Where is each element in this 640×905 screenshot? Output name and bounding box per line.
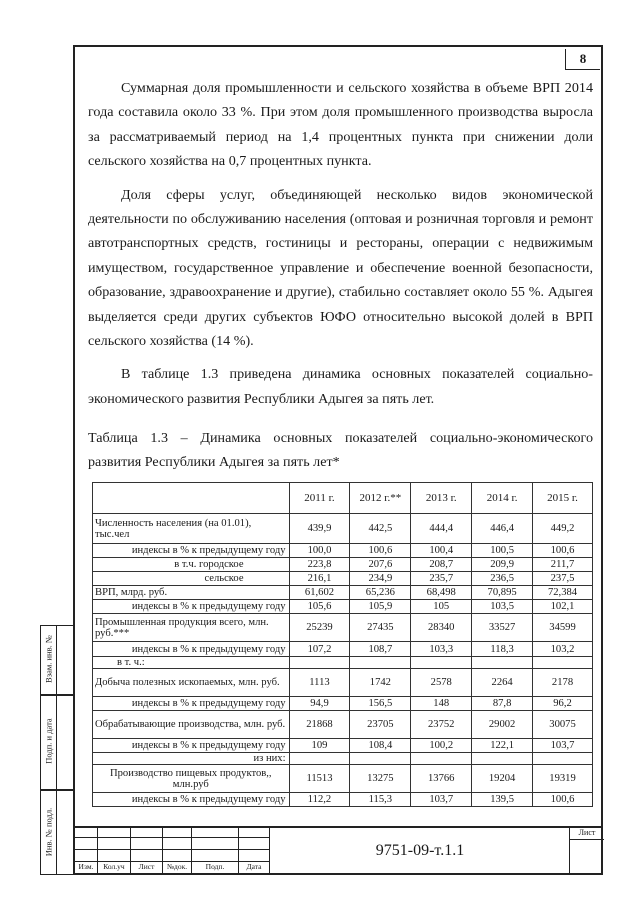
row-label: индексы в % к предыдущему году — [93, 642, 290, 657]
table-row — [93, 558, 593, 572]
title-block — [73, 826, 603, 875]
row-label: индексы в % к предыдущему году — [93, 544, 290, 558]
side-stamp-replace — [40, 625, 73, 695]
col-podp: Подп. — [205, 862, 225, 871]
value-cell: 19319 — [533, 765, 593, 793]
row-label: Производство пищевых продуктов,, млн.руб — [93, 765, 290, 793]
header-year-cell: 2014 г. — [472, 483, 533, 514]
value-cell: 68,498 — [411, 586, 472, 600]
value-cell: 109 — [289, 739, 350, 753]
value-cell: 105,6 — [289, 600, 350, 614]
value-cell: 103,2 — [533, 642, 593, 657]
paragraph-1: Суммарная доля промышленности и сельского хозяйства в объеме ВРП 2014 года составила около 33 %. При этом доля промышленного производства выросла за рассматриваемый период на 1,4 процентных пункта при снижении доли сельского хозяйства на 0,7 процентных пункта. — [88, 80, 593, 170]
side-label-inv: Инв. № подл. — [43, 807, 54, 857]
value-cell — [289, 657, 350, 669]
value-cell: 223,8 — [289, 558, 350, 572]
value-cell: 439,9 — [289, 514, 350, 544]
side-stamp-inv — [40, 790, 73, 875]
table-caption: Таблица 1.3 – Динамика основных показателей социально-экономического развития Республики Адыгея за пять лет* — [88, 430, 593, 471]
row-label: сельское — [93, 572, 290, 586]
value-cell: 13275 — [350, 765, 411, 793]
table-row — [93, 586, 593, 600]
row-label: Обрабатывающие производства, млн. руб. — [93, 711, 290, 739]
value-cell: 27435 — [350, 614, 411, 642]
table-row — [93, 600, 593, 614]
sheet-box — [569, 826, 604, 875]
value-cell: 28340 — [411, 614, 472, 642]
value-cell — [289, 753, 350, 765]
value-cell: 209,9 — [472, 558, 533, 572]
value-cell: 29002 — [472, 711, 533, 739]
value-cell: 235,7 — [411, 572, 472, 586]
value-cell: 2178 — [533, 669, 593, 697]
header-year-cell: 2013 г. — [411, 483, 472, 514]
header-year-cell: 2012 г.** — [350, 483, 411, 514]
value-cell: 72,384 — [533, 586, 593, 600]
header-empty-cell — [93, 483, 290, 514]
value-cell: 33527 — [472, 614, 533, 642]
value-cell: 115,3 — [350, 793, 411, 807]
row-label: ВРП, млрд. руб. — [93, 586, 290, 600]
value-cell — [411, 657, 472, 669]
table-row — [93, 572, 593, 586]
value-cell: 25239 — [289, 614, 350, 642]
value-cell: 21868 — [289, 711, 350, 739]
value-cell — [411, 753, 472, 765]
indicators-table — [92, 482, 593, 807]
value-cell: 103,5 — [472, 600, 533, 614]
table-row — [93, 793, 593, 807]
side-label-sign: Подп. и дата — [43, 718, 54, 764]
value-cell: 446,4 — [472, 514, 533, 544]
document-number: 9751-09-т.1.1 — [269, 826, 570, 875]
page-number: 8 — [565, 49, 600, 70]
value-cell: 207,6 — [350, 558, 411, 572]
col-data: Дата — [246, 862, 262, 871]
revision-grid — [73, 826, 269, 875]
col-izm: Изм. — [78, 862, 94, 871]
value-cell: 234,9 — [350, 572, 411, 586]
row-label: в т.ч. городское — [93, 558, 290, 572]
col-ndok: №док. — [166, 862, 188, 871]
value-cell: 444,4 — [411, 514, 472, 544]
table-row — [93, 711, 593, 739]
col-koluch: Кол.уч — [103, 862, 125, 871]
value-cell: 211,7 — [533, 558, 593, 572]
value-cell: 139,5 — [472, 793, 533, 807]
value-cell: 87,8 — [472, 697, 533, 711]
value-cell: 122,1 — [472, 739, 533, 753]
value-cell: 105 — [411, 600, 472, 614]
table-row — [93, 739, 593, 753]
value-cell: 208,7 — [411, 558, 472, 572]
value-cell: 112,2 — [289, 793, 350, 807]
value-cell: 100,6 — [350, 544, 411, 558]
table-row — [93, 514, 593, 544]
value-cell: 148 — [411, 697, 472, 711]
paragraph-2: Доля сферы услуг, объединяющей несколько видов экономической деятельности по обслуживанию населения (оптовая и розничная торговля и ремонт автотранспортных средств, гостиницы и рестораны, операции с недвижимым имуществом, государственное управление и обеспечение военной безопасности, образование, здравоохранение и другие), стабильно составляет около 55 %. Адыгея выделяется среди других субъектов ЮФО относительно высокой долей в ВРП сельского хозяйства (14 %). — [88, 186, 593, 350]
side-stamp-sign — [40, 695, 73, 790]
header-year-cell: 2011 г. — [289, 483, 350, 514]
value-cell: 34599 — [533, 614, 593, 642]
value-cell: 70,895 — [472, 586, 533, 600]
value-cell: 118,3 — [472, 642, 533, 657]
value-cell: 105,9 — [350, 600, 411, 614]
table-row — [93, 614, 593, 642]
value-cell: 100,6 — [533, 544, 593, 558]
value-cell: 108,7 — [350, 642, 411, 657]
value-cell: 216,1 — [289, 572, 350, 586]
value-cell: 102,1 — [533, 600, 593, 614]
value-cell: 236,5 — [472, 572, 533, 586]
row-label: индексы в % к предыдущему году — [93, 793, 290, 807]
header-year-cell: 2015 г. — [533, 483, 593, 514]
value-cell: 237,5 — [533, 572, 593, 586]
value-cell: 156,5 — [350, 697, 411, 711]
paragraph-3: В таблице 1.3 приведена динамика основных показателей социально-экономического развития Республики Адыгея за пять лет. — [88, 366, 593, 407]
value-cell: 103,7 — [411, 793, 472, 807]
row-label: индексы в % к предыдущему году — [93, 739, 290, 753]
value-cell: 1742 — [350, 669, 411, 697]
col-list: Лист — [138, 862, 155, 871]
row-label: Промышленная продукция всего, млн. руб.*** — [93, 614, 290, 642]
value-cell — [533, 657, 593, 669]
table-header-row — [93, 483, 593, 514]
value-cell: 23705 — [350, 711, 411, 739]
row-label: в т. ч.: — [93, 657, 290, 669]
row-label: индексы в % к предыдущему году — [93, 600, 290, 614]
table-row — [93, 753, 593, 765]
value-cell — [472, 753, 533, 765]
body-text — [88, 76, 593, 411]
value-cell: 30075 — [533, 711, 593, 739]
row-label: Добыча полезных ископаемых, млн. руб. — [93, 669, 290, 697]
table-row — [93, 642, 593, 657]
value-cell — [472, 657, 533, 669]
value-cell: 96,2 — [533, 697, 593, 711]
value-cell: 1113 — [289, 669, 350, 697]
value-cell: 100,4 — [411, 544, 472, 558]
value-cell: 103,3 — [411, 642, 472, 657]
value-cell: 103,7 — [533, 739, 593, 753]
value-cell — [350, 657, 411, 669]
value-cell: 100,5 — [472, 544, 533, 558]
value-cell: 449,2 — [533, 514, 593, 544]
value-cell: 13766 — [411, 765, 472, 793]
value-cell: 65,236 — [350, 586, 411, 600]
value-cell: 100,6 — [533, 793, 593, 807]
value-cell: 2264 — [472, 669, 533, 697]
sheet-label: Лист — [578, 828, 596, 837]
value-cell: 107,2 — [289, 642, 350, 657]
table-row — [93, 657, 593, 669]
value-cell: 108,4 — [350, 739, 411, 753]
row-label: индексы в % к предыдущему году — [93, 697, 290, 711]
table-row — [93, 765, 593, 793]
value-cell: 2578 — [411, 669, 472, 697]
value-cell: 100,2 — [411, 739, 472, 753]
table-row — [93, 669, 593, 697]
value-cell — [350, 753, 411, 765]
value-cell: 442,5 — [350, 514, 411, 544]
table-row — [93, 697, 593, 711]
value-cell: 19204 — [472, 765, 533, 793]
value-cell: 11513 — [289, 765, 350, 793]
row-label: из них: — [93, 753, 290, 765]
value-cell: 23752 — [411, 711, 472, 739]
value-cell: 100,0 — [289, 544, 350, 558]
row-label: Численность населения (на 01.01), тыс.чел — [93, 514, 290, 544]
side-label-replace: Взам. инв. № — [43, 635, 54, 683]
value-cell: 94,9 — [289, 697, 350, 711]
table-row — [93, 544, 593, 558]
value-cell — [533, 753, 593, 765]
value-cell: 61,602 — [289, 586, 350, 600]
